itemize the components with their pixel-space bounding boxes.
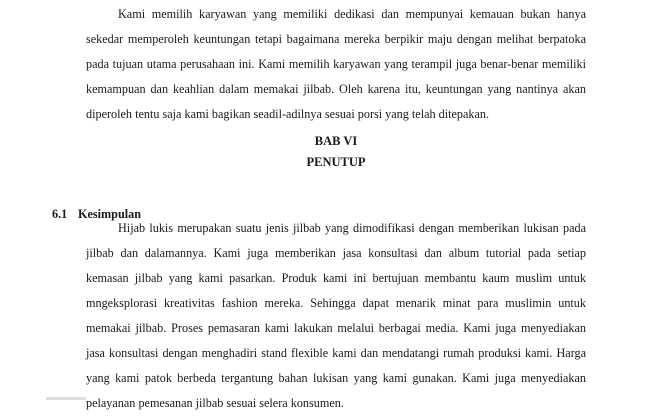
conclusion-paragraph: Hijab lukis merupakan suatu jenis jilbab yang dimodifikasi dengan memberikan lukisan pada jilbab dan dalamannya. Kami juga memberikan jasa konsultasi dan album tutorial pada setiap kemasan jilbab yang kami pasarkan. Produk kami ini bertujuan membantu kaum muslim untuk mngeksplorasi kreativitas fashion mereka. Sehingga dapat menarik minat para muslimin untuk memakai jilbab. Proses pemasaran kami lakukan melalui berbagai media. Kami juga menyediakan jasa konsultasi dengan menghadiri stand flexible kami dan mendatangi rumah produksi kami. Harga yang kami patok berbeda tergantung bahan lukisan yang kami gunakan. Kami juga menyediakan pelayanan pemesanan jilbab sesuai selera konsumen.: [86, 221, 586, 410]
chapter-number: BAB VI: [314, 134, 358, 148]
section-title: Kesimpulan: [78, 207, 141, 221]
body-paragraph-karyawan: Kami memilih karyawan yang memiliki dedikasi dan mempunyai kemauan bukan hanya sekedar memperoleh keuntungan tetapi bagaimana mereka berpikir maju dengan melihat berpatoka pada tujuan utama perusahaan ini. Kami memilih karyawan yang terampil juga benar-benar memiliki kemampuan dan keahlian dalam memakai jilbab. Oleh karena itu, keuntungan yang nantinya akan diperoleh tentu saja kami bagikan seadil-adilnya sesuai porsi yang telah ditepakan.: [86, 7, 586, 121]
section-number: 6.1: [52, 207, 68, 221]
chapter-title: PENUTUP: [306, 155, 366, 169]
